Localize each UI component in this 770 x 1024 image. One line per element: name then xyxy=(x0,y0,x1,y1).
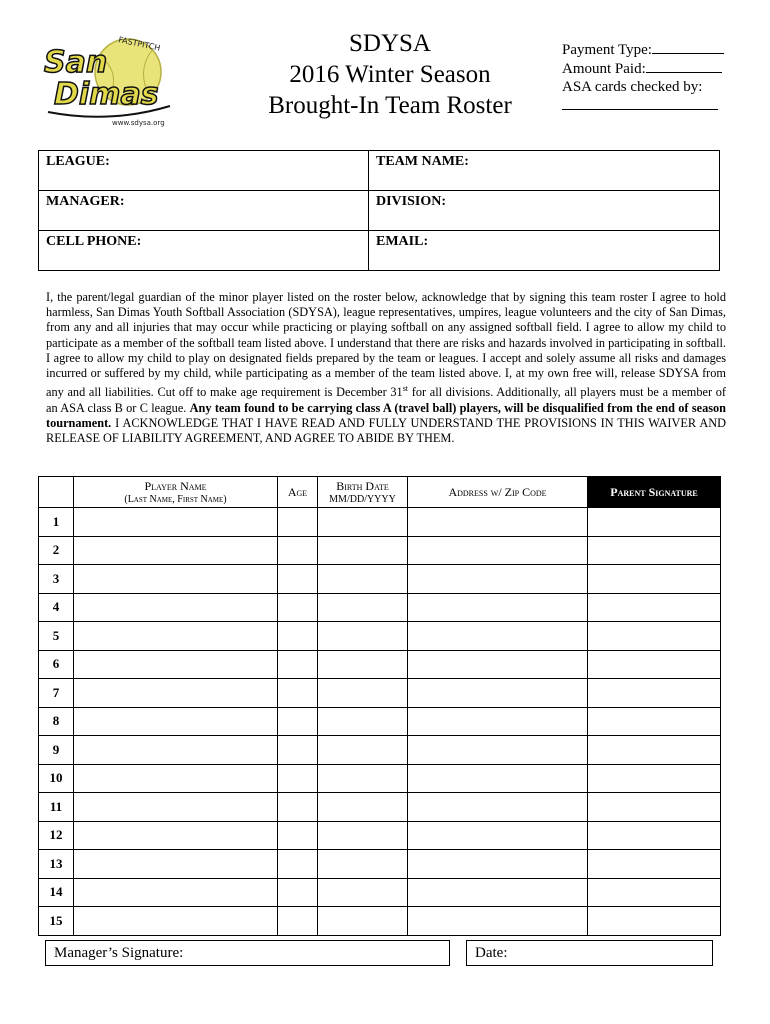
player-name-cell[interactable] xyxy=(74,821,278,850)
row-number: 10 xyxy=(39,764,74,793)
birth-date-cell[interactable] xyxy=(318,679,408,708)
player-name-cell[interactable] xyxy=(74,565,278,594)
team-name-field[interactable]: TEAM NAME: xyxy=(369,151,720,191)
payment-block xyxy=(562,40,724,115)
parent-signature-cell[interactable] xyxy=(588,593,721,622)
table-row xyxy=(39,821,721,850)
row-number: 12 xyxy=(39,821,74,850)
table-row xyxy=(39,878,721,907)
table-row xyxy=(39,764,721,793)
row-number: 14 xyxy=(39,878,74,907)
table-row xyxy=(39,508,721,537)
parent-signature-cell[interactable] xyxy=(588,850,721,879)
table-row xyxy=(39,793,721,822)
birth-date-cell[interactable] xyxy=(318,593,408,622)
address-cell[interactable] xyxy=(408,593,588,622)
birth-date-cell[interactable] xyxy=(318,622,408,651)
title-roster: Brought-In Team Roster xyxy=(268,92,512,119)
waiver-text: I, the parent/legal guardian of the minor player listed on the roster below, acknowledge that by signing this team roster I agree to hold harmless, San Dimas Youth Softball Association (SDYSA), league representatives, umpires, league volunteers and the city of San Dimas, from any and all injuries that may occur while practicing or playing softball on any assigned softball field. I agree to allow my child to participate as a member of the softball team listed above. I understand that there are risks and hazards involved in participating in softball. I agree to allow my child to play on designated fields prepared by the team or leagues. I accept and solely assume all risks and damages incurred or suffered by my child, while participating as a member of the team listed above. I, at my own free will, release SDYSA from any and all liabilities. Cut off to make age requirement is December 31st for all divisions. Additionally, all players must be a member of an ASA class B or C league. Any team found to be carrying class A (travel ball) players, will be disqualified from the end of season tournament. I ACKNOWLEDGE THAT I HAVE READ AND FULLY UNDERSTAND THE PROVISIONS IN THIS WAIVER AND RELEASE OF LIABILITY AGREEMENT, AND AGREE TO ABIDE BY THEM. xyxy=(46,290,726,445)
age-cell[interactable] xyxy=(278,565,318,594)
row-number: 8 xyxy=(39,707,74,736)
amount-paid-field[interactable] xyxy=(646,59,722,73)
player-name-cell[interactable] xyxy=(74,622,278,651)
player-name-cell[interactable] xyxy=(74,593,278,622)
date-field[interactable]: Date: xyxy=(466,940,713,966)
table-row xyxy=(39,907,721,936)
payment-type-field[interactable] xyxy=(652,40,724,54)
parent-signature-cell[interactable] xyxy=(588,907,721,936)
birth-date-cell[interactable] xyxy=(318,878,408,907)
age-cell[interactable] xyxy=(278,593,318,622)
player-name-cell[interactable] xyxy=(74,536,278,565)
table-row xyxy=(39,536,721,565)
player-name-cell[interactable] xyxy=(74,907,278,936)
parent-signature-cell[interactable] xyxy=(588,736,721,765)
address-cell[interactable] xyxy=(408,679,588,708)
address-cell[interactable] xyxy=(408,622,588,651)
amount-paid-label: Amount Paid: xyxy=(562,61,646,77)
parent-signature-cell[interactable] xyxy=(588,622,721,651)
player-name-cell[interactable] xyxy=(74,707,278,736)
player-name-cell[interactable] xyxy=(74,508,278,537)
parent-signature-cell[interactable] xyxy=(588,764,721,793)
team-info-table xyxy=(38,150,720,271)
birth-date-cell[interactable] xyxy=(318,650,408,679)
title-org: SDYSA xyxy=(349,30,431,57)
parent-signature-cell[interactable] xyxy=(588,536,721,565)
address-cell[interactable] xyxy=(408,707,588,736)
manager-field[interactable]: MANAGER: xyxy=(39,191,369,231)
email-field[interactable]: EMAIL: xyxy=(369,231,720,271)
age-cell[interactable] xyxy=(278,622,318,651)
player-name-cell[interactable] xyxy=(74,878,278,907)
logo-line1: San xyxy=(44,45,108,80)
age-cell[interactable] xyxy=(278,508,318,537)
title-season: 2016 Winter Season xyxy=(289,61,491,88)
parent-signature-cell[interactable] xyxy=(588,793,721,822)
header-player-name: Player Name (Last Name, First Name) xyxy=(74,477,278,508)
birth-date-cell[interactable] xyxy=(318,850,408,879)
roster-table xyxy=(38,476,721,936)
birth-date-cell[interactable] xyxy=(318,764,408,793)
age-cell[interactable] xyxy=(278,907,318,936)
address-cell[interactable] xyxy=(408,878,588,907)
san-dimas-logo xyxy=(40,28,175,128)
address-cell[interactable] xyxy=(408,536,588,565)
row-number: 11 xyxy=(39,793,74,822)
address-cell[interactable] xyxy=(408,821,588,850)
age-cell[interactable] xyxy=(278,536,318,565)
address-cell[interactable] xyxy=(408,736,588,765)
address-cell[interactable] xyxy=(408,565,588,594)
row-number: 2 xyxy=(39,536,74,565)
division-field[interactable]: DIVISION: xyxy=(369,191,720,231)
logo-url: www.sdysa.org xyxy=(112,119,165,127)
document-title xyxy=(230,28,550,121)
address-cell[interactable] xyxy=(408,508,588,537)
parent-signature-cell[interactable] xyxy=(588,565,721,594)
row-number: 3 xyxy=(39,565,74,594)
table-row xyxy=(39,622,721,651)
player-name-cell[interactable] xyxy=(74,793,278,822)
age-cell[interactable] xyxy=(278,736,318,765)
age-cell[interactable] xyxy=(278,707,318,736)
logo-line2: Dimas xyxy=(54,77,159,112)
player-name-cell[interactable] xyxy=(74,850,278,879)
row-number: 6 xyxy=(39,650,74,679)
age-cell[interactable] xyxy=(278,821,318,850)
birth-date-cell[interactable] xyxy=(318,793,408,822)
table-row xyxy=(39,679,721,708)
age-cell[interactable] xyxy=(278,850,318,879)
address-cell[interactable] xyxy=(408,650,588,679)
header-number xyxy=(39,477,74,508)
address-cell[interactable] xyxy=(408,907,588,936)
row-number: 1 xyxy=(39,508,74,537)
birth-date-cell[interactable] xyxy=(318,707,408,736)
asa-cards-field[interactable] xyxy=(562,96,718,110)
player-name-cell[interactable] xyxy=(74,764,278,793)
birth-date-cell[interactable] xyxy=(318,536,408,565)
age-cell[interactable] xyxy=(278,764,318,793)
address-cell[interactable] xyxy=(408,764,588,793)
table-row xyxy=(39,650,721,679)
table-row xyxy=(39,850,721,879)
parent-signature-cell[interactable] xyxy=(588,679,721,708)
birth-date-cell[interactable] xyxy=(318,907,408,936)
age-cell[interactable] xyxy=(278,679,318,708)
header-address: Address w/ Zip Code xyxy=(408,477,588,508)
cell-phone-field[interactable]: CELL PHONE: xyxy=(39,231,369,271)
waiver-warning: Any team found to be carrying class A (travel ball) players, will be disqualified from the end of season tournament. xyxy=(46,400,726,430)
address-cell[interactable] xyxy=(408,793,588,822)
table-row xyxy=(39,593,721,622)
address-cell[interactable] xyxy=(408,850,588,879)
payment-type-label: Payment Type: xyxy=(562,42,652,58)
parent-signature-cell[interactable] xyxy=(588,508,721,537)
row-number: 4 xyxy=(39,593,74,622)
league-field[interactable]: LEAGUE: xyxy=(39,151,369,191)
row-number: 13 xyxy=(39,850,74,879)
header-parent-signature: Parent Signature xyxy=(588,477,721,508)
player-name-cell[interactable] xyxy=(74,736,278,765)
table-row xyxy=(39,565,721,594)
row-number: 5 xyxy=(39,622,74,651)
table-row xyxy=(39,707,721,736)
row-number: 7 xyxy=(39,679,74,708)
birth-date-cell[interactable] xyxy=(318,565,408,594)
player-name-cell[interactable] xyxy=(74,679,278,708)
parent-signature-cell[interactable] xyxy=(588,707,721,736)
header-birth-date: Birth Date MM/DD/YYYY xyxy=(318,477,408,508)
birth-date-cell[interactable] xyxy=(318,821,408,850)
logo-arc-text: FASTPITCH xyxy=(117,35,162,53)
parent-signature-cell[interactable] xyxy=(588,650,721,679)
player-name-cell[interactable] xyxy=(74,650,278,679)
age-cell[interactable] xyxy=(278,793,318,822)
parent-signature-cell[interactable] xyxy=(588,878,721,907)
birth-date-cell[interactable] xyxy=(318,508,408,537)
roster-header-row xyxy=(39,477,721,508)
age-cell[interactable] xyxy=(278,650,318,679)
row-number: 15 xyxy=(39,907,74,936)
birth-date-cell[interactable] xyxy=(318,736,408,765)
asa-cards-label: ASA cards checked by: xyxy=(562,79,703,95)
header-age: Age xyxy=(278,477,318,508)
parent-signature-cell[interactable] xyxy=(588,821,721,850)
table-row xyxy=(39,736,721,765)
row-number: 9 xyxy=(39,736,74,765)
age-cell[interactable] xyxy=(278,878,318,907)
manager-signature-field[interactable]: Manager’s Signature: xyxy=(45,940,450,966)
